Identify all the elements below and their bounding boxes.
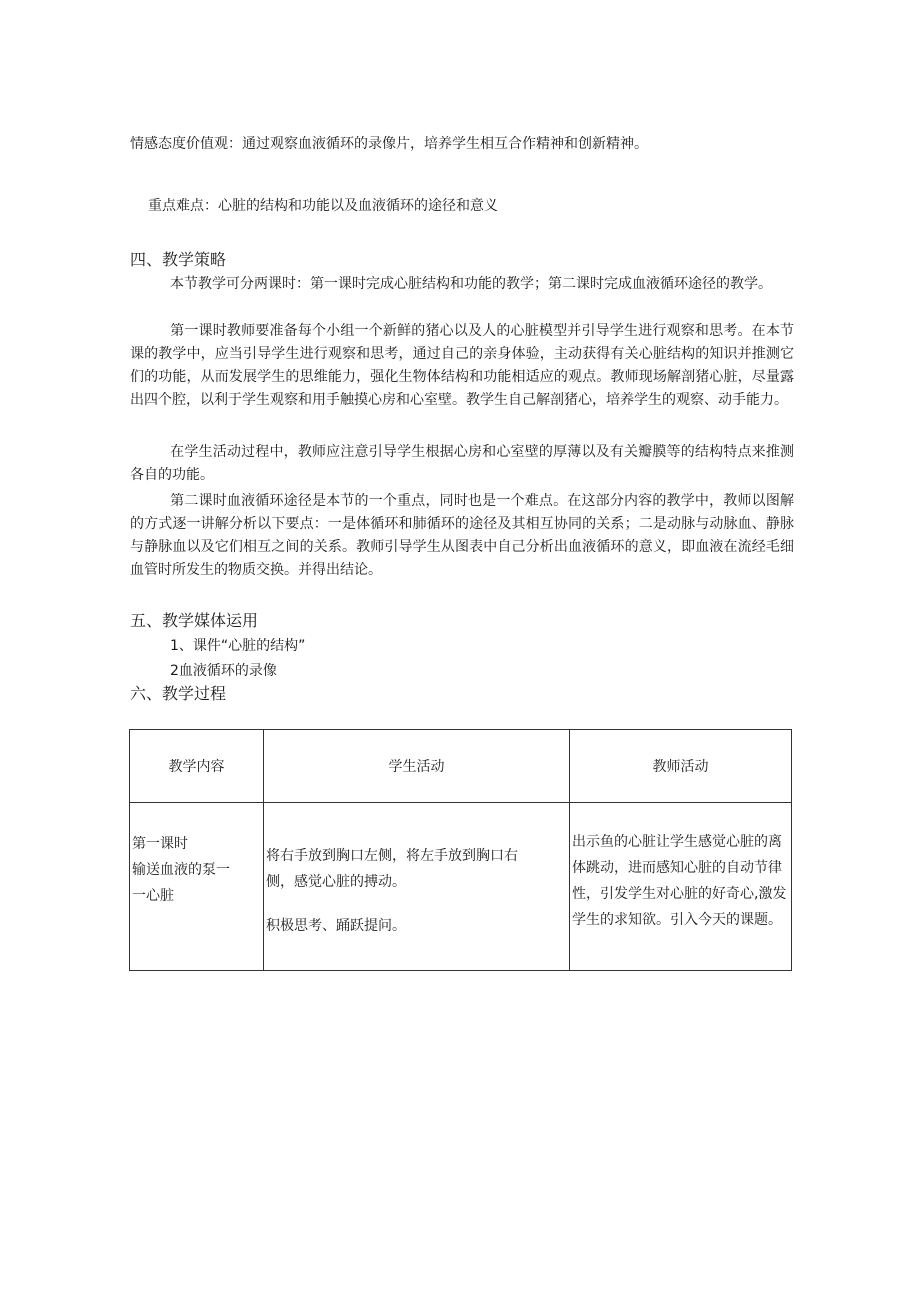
cell-teaching-content [130, 803, 264, 971]
section-heading-process: 六、教学过程 [130, 684, 227, 703]
cell-teacher-activity [570, 803, 792, 971]
table-row [130, 803, 792, 971]
media-item-courseware: 1、课件“心脏的结构” [170, 638, 306, 654]
student-activity-text: 将右手放到胸口左侧，将左手放到胸口右侧，感觉心脏的搏动。 [266, 848, 518, 890]
header-teaching-content: 教学内容 [130, 730, 264, 803]
strategy-paragraph-4: 第二课时血液循环途径是本节的一个重点，同时也是一个难点。在这部分内容的教学中，教师以图解的方式逐一讲解分析以下要点：一是体循环和肺循环的途径及其相互协同的关系；二是动脉与动脉血、静脉与静脉血以及它们相互之间的关系。教师引导学生从图表中自己分析出血液循环的意义，即血液在流经毛细血管时所发生的物质交换。并得出结论。 [130, 493, 794, 578]
student-activity-text: 积极思考、踊跃提问。 [266, 918, 406, 934]
strategy-paragraph-3: 在学生活动过程中，教师应注意引导学生根据心房和心室壁的厚薄以及有关瓣膜等的结构特点来推测各自的功能。 [130, 444, 794, 483]
strategy-paragraph-2: 第一课时教师要准备每个小组一个新鲜的猪心以及人的心脏模型并引导学生进行观察和思考。在本节课的教学中，应当引导学生进行观察和思考，通过自己的亲身体验，主动获得有关心脏结构的知识并推测它们的功能，从而发展学生的思维能力，强化生物体结构和功能相适应的观点。教师现场解剖猪心脏，尽量露出四个腔，以利于学生观察和用手触摸心房和心室壁。教学生自己解剖猪心，培养学生的观察、动手能力。 [130, 323, 794, 408]
key-difficult-points: 重点难点：心脏的结构和功能以及血液循环的途径和意义 [148, 198, 498, 214]
section-heading-strategy: 四、教学策略 [130, 250, 227, 269]
header-teacher-activity: 教师活动 [570, 730, 792, 803]
header-student-activity: 学生活动 [264, 730, 570, 803]
attitude-objective: 情感态度价值观：通过观察血液循环的录像片，培养学生相互合作精神和创新精神。 [130, 136, 648, 152]
strategy-paragraph-1: 本节教学可分两课时：第一课时完成心脏结构和功能的教学；第二课时完成血液循环途径的教学。 [170, 276, 772, 292]
teaching-process-table [129, 729, 792, 971]
section-heading-media: 五、教学媒体运用 [130, 611, 259, 630]
content-line: 一心脏 [132, 888, 174, 904]
cell-student-activity [264, 803, 570, 971]
media-item-video: 2血液循环的录像 [170, 663, 277, 679]
teacher-activity-text: 出示鱼的心脏让学生感觉心脏的离体跳动，进而感知心脏的自动节律性，引发学生对心脏的好奇心,激发学生的求知欲。引入今天的课题。 [572, 834, 787, 928]
content-line: 第一课时 [132, 836, 188, 852]
table-header-row [130, 730, 792, 803]
content-line: 输送血液的泵一 [132, 862, 230, 878]
